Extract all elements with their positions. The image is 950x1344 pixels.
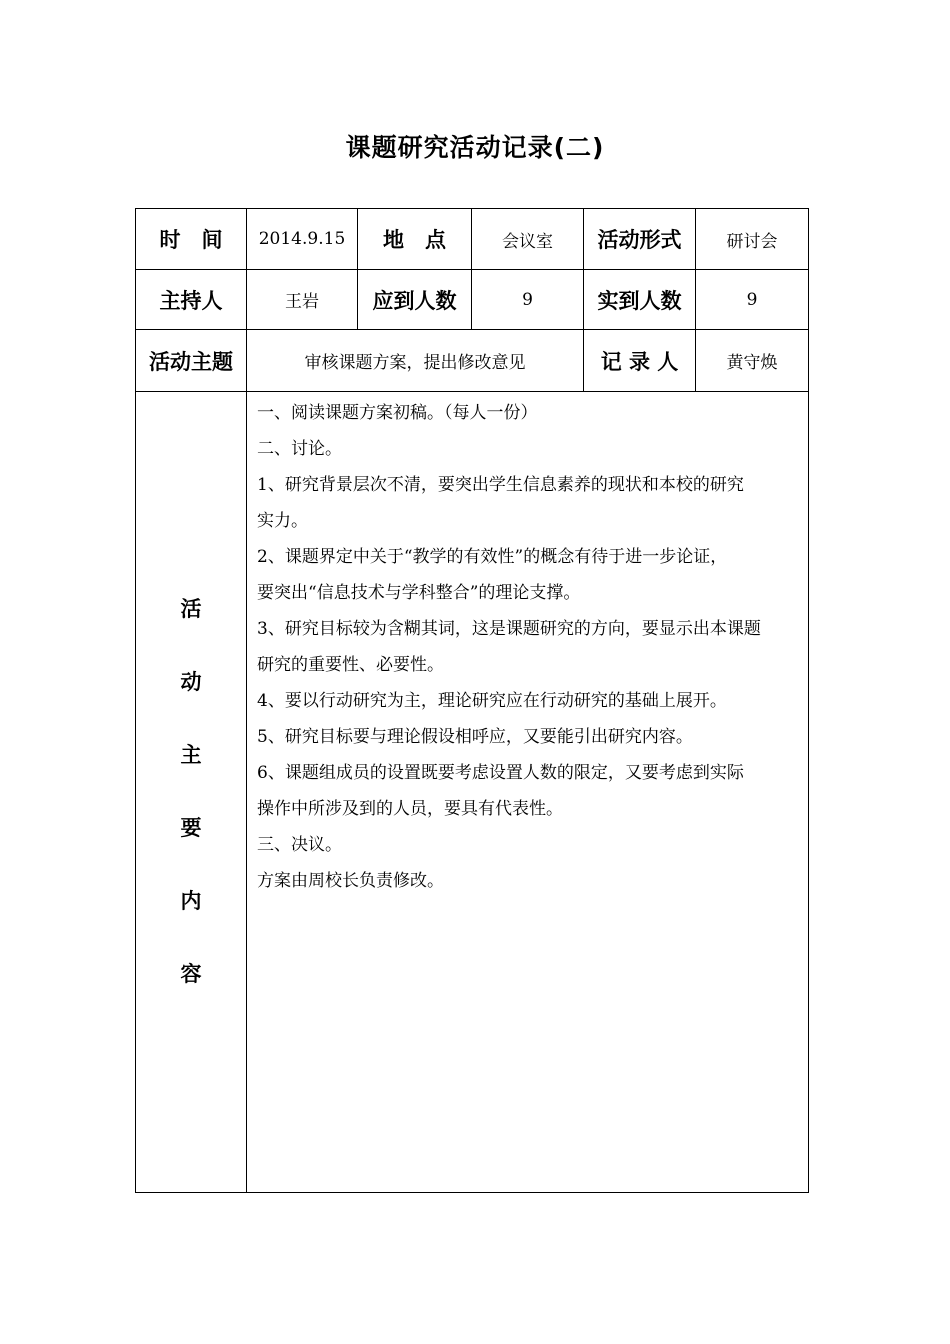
content-line: 二、讨论。 — [257, 439, 342, 459]
actual-count-value: 9 — [696, 270, 809, 330]
content-line: 3、研究目标较为含糊其词，这是课题研究的方向，要显示出本课题 — [257, 619, 761, 639]
main-content-label-char: 容 — [180, 962, 202, 986]
theme-value: 审核课题方案，提出修改意见 — [247, 330, 584, 392]
main-content-body — [247, 392, 809, 1193]
host-label: 主持人 — [136, 270, 247, 330]
activity-record-table — [135, 208, 809, 1193]
row-theme-recorder — [136, 330, 809, 392]
content-line: 研究的重要性、必要性。 — [257, 655, 444, 675]
form-label: 活动形式 — [584, 209, 696, 270]
content-line: 2、课题界定中关于“教学的有效性”的概念有待于进一步论证， — [257, 547, 728, 567]
main-content-label-char: 动 — [180, 670, 202, 694]
content-line: 一、阅读课题方案初稿。（每人一份） — [257, 403, 538, 423]
theme-label: 活动主题 — [136, 330, 247, 392]
content-line: 操作中所涉及到的人员，要具有代表性。 — [257, 799, 563, 819]
place-label: 地 点 — [358, 209, 472, 270]
row-host-attendance — [136, 270, 809, 330]
main-content-label-char: 要 — [180, 816, 202, 840]
row-main-content — [136, 392, 809, 1193]
content-line: 实力。 — [257, 511, 308, 531]
main-content-label-char: 内 — [180, 889, 202, 913]
expected-count-label: 应到人数 — [358, 270, 472, 330]
form-value: 研讨会 — [696, 209, 809, 270]
content-line: 5、研究目标要与理论假设相呼应，又要能引出研究内容。 — [257, 727, 693, 747]
main-content-label-char: 活 — [180, 597, 202, 621]
expected-count-value: 9 — [472, 270, 584, 330]
recorder-label: 记 录 人 — [584, 330, 696, 392]
recorder-value: 黄守焕 — [696, 330, 809, 392]
content-line: 方案由周校长负责修改。 — [257, 871, 444, 891]
place-value: 会议室 — [472, 209, 584, 270]
main-content-label — [136, 392, 247, 1193]
content-line: 4、要以行动研究为主，理论研究应在行动研究的基础上展开。 — [257, 691, 727, 711]
content-line: 要突出“信息技术与学科整合”的理论支撑。 — [257, 583, 581, 603]
content-line: 6、课题组成员的设置既要考虑设置人数的限定，又要考虑到实际 — [257, 763, 744, 783]
content-line: 三、决议。 — [257, 835, 342, 855]
content-line: 1、研究背景层次不清，要突出学生信息素养的现状和本校的研究 — [257, 475, 744, 495]
time-label: 时 间 — [136, 209, 247, 270]
host-value: 王岩 — [247, 270, 358, 330]
page-title: 课题研究活动记录(二) — [345, 133, 605, 162]
row-time-place-form — [136, 209, 809, 270]
time-value: 2014.9.15 — [247, 209, 358, 270]
main-content-label-char: 主 — [180, 743, 202, 767]
actual-count-label: 实到人数 — [584, 270, 696, 330]
